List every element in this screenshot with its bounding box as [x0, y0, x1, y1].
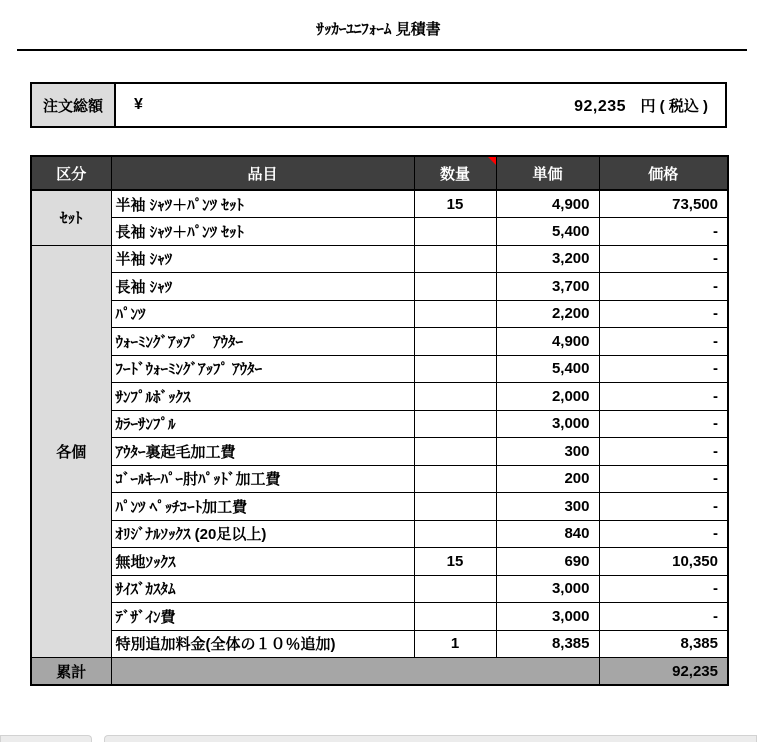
qty-cell[interactable] [414, 493, 496, 521]
comment-indicator-icon [488, 157, 496, 165]
table-row [31, 328, 728, 356]
price-cell[interactable]: - [599, 328, 728, 356]
order-total-label: 注文総額 [32, 84, 116, 126]
price-cell[interactable]: - [599, 273, 728, 301]
table-row [31, 383, 728, 411]
qty-cell[interactable]: 15 [414, 548, 496, 576]
price-cell[interactable]: - [599, 465, 728, 493]
item-cell[interactable]: ｶﾗｰｻﾝﾌﾟﾙ [111, 410, 414, 438]
price-cell[interactable]: 8,385 [599, 630, 728, 658]
item-cell[interactable]: 長袖 ｼｬﾂ [111, 273, 414, 301]
qty-cell[interactable] [414, 383, 496, 411]
header-quantity: 数量 [414, 156, 496, 190]
qty-cell[interactable] [414, 355, 496, 383]
qty-cell[interactable] [414, 410, 496, 438]
title-underline [17, 49, 747, 51]
table-row [31, 190, 728, 218]
table-row [31, 520, 728, 548]
unit-price-cell[interactable]: 3,700 [496, 273, 599, 301]
unit-price-cell[interactable]: 300 [496, 493, 599, 521]
page-title: ｻｯｶｰﾕﾆﾌｫｰﾑ 見積書 [316, 21, 441, 38]
price-cell[interactable]: - [599, 438, 728, 466]
price-cell[interactable]: - [599, 520, 728, 548]
items-tbody [31, 190, 728, 658]
order-total-amount: 92,235 [574, 97, 627, 115]
unit-price-cell[interactable]: 2,200 [496, 300, 599, 328]
unit-price-cell[interactable]: 3,000 [496, 575, 599, 603]
item-cell[interactable]: 特別追加料金(全体の１０％追加) [111, 630, 414, 658]
unit-price-cell[interactable]: 3,000 [496, 410, 599, 438]
header-row [31, 156, 728, 190]
footer-label-cell[interactable]: 累計 [31, 658, 111, 686]
table-row [31, 410, 728, 438]
price-cell[interactable]: 73,500 [599, 190, 728, 218]
qty-cell[interactable] [414, 245, 496, 273]
unit-price-cell[interactable]: 4,900 [496, 328, 599, 356]
unit-price-cell[interactable]: 300 [496, 438, 599, 466]
price-cell[interactable]: - [599, 493, 728, 521]
footer-row [31, 658, 728, 686]
qty-cell[interactable] [414, 300, 496, 328]
table-row [31, 218, 728, 246]
item-cell[interactable]: ｻﾝﾌﾟﾙﾎﾞｯｸｽ [111, 383, 414, 411]
item-cell[interactable]: ﾊﾟﾝﾂ ﾍﾟｯﾁｺｰﾄ加工費 [111, 493, 414, 521]
item-cell[interactable]: 無地ｿｯｸｽ [111, 548, 414, 576]
unit-price-cell[interactable]: 2,000 [496, 383, 599, 411]
item-cell[interactable]: 長袖 ｼｬﾂ＋ﾊﾟﾝﾂ ｾｯﾄ [111, 218, 414, 246]
table-row [31, 245, 728, 273]
table-row [31, 575, 728, 603]
item-cell[interactable]: ﾊﾟﾝﾂ [111, 300, 414, 328]
item-cell[interactable]: ｻｲｽﾞｶｽﾀﾑ [111, 575, 414, 603]
price-cell[interactable]: - [599, 575, 728, 603]
table-row [31, 438, 728, 466]
item-cell[interactable]: 半袖 ｼｬﾂ [111, 245, 414, 273]
price-cell[interactable]: - [599, 300, 728, 328]
table-row [31, 355, 728, 383]
currency-symbol: ¥ [134, 96, 143, 113]
order-total-value [574, 95, 708, 116]
table-row [31, 493, 728, 521]
footer-spacer-cell[interactable] [111, 658, 599, 686]
table-row [31, 465, 728, 493]
qty-cell[interactable] [414, 465, 496, 493]
unit-price-cell[interactable]: 3,000 [496, 603, 599, 631]
table-row [31, 603, 728, 631]
quote-table-footer [31, 658, 728, 686]
qty-cell[interactable] [414, 520, 496, 548]
qty-cell[interactable]: 15 [414, 190, 496, 218]
table-row [31, 548, 728, 576]
price-cell[interactable]: - [599, 245, 728, 273]
sheet-tab-strip-main[interactable] [104, 735, 757, 742]
item-cell[interactable]: ﾌｰﾄﾞｳｫｰﾐﾝｸﾞｱｯﾌﾟ ｱｳﾀｰ [111, 355, 414, 383]
footer-total-cell[interactable]: 92,235 [599, 658, 728, 686]
unit-price-cell[interactable]: 5,400 [496, 218, 599, 246]
qty-cell[interactable] [414, 438, 496, 466]
order-total-box [30, 82, 727, 128]
unit-price-cell[interactable]: 4,900 [496, 190, 599, 218]
quote-table [30, 155, 729, 686]
order-total-value-cell[interactable] [116, 84, 725, 126]
item-cell[interactable]: ｳｫｰﾐﾝｸﾞｱｯﾌﾟ ｱｳﾀｰ [111, 328, 414, 356]
order-total-suffix: 円 ( 税込 ) [640, 97, 708, 115]
header-price: 価格 [599, 156, 728, 190]
item-cell[interactable]: ｵﾘｼﾞﾅﾙｿｯｸｽ (20足以上) [111, 520, 414, 548]
qty-cell[interactable] [414, 603, 496, 631]
quote-table-header [31, 156, 728, 190]
unit-price-cell[interactable]: 8,385 [496, 630, 599, 658]
item-cell[interactable]: 半袖 ｼｬﾂ＋ﾊﾟﾝﾂ ｾｯﾄ [111, 190, 414, 218]
item-cell[interactable]: ｱｳﾀｰ裏起毛加工費 [111, 438, 414, 466]
qty-cell[interactable]: 1 [414, 630, 496, 658]
price-cell[interactable]: - [599, 603, 728, 631]
unit-price-cell[interactable]: 200 [496, 465, 599, 493]
unit-price-cell[interactable]: 840 [496, 520, 599, 548]
table-row [31, 300, 728, 328]
qty-cell[interactable] [414, 218, 496, 246]
qty-cell[interactable] [414, 273, 496, 301]
price-cell[interactable]: - [599, 355, 728, 383]
item-cell[interactable]: ﾃﾞｻﾞｲﾝ費 [111, 603, 414, 631]
price-cell[interactable]: - [599, 383, 728, 411]
group-cell[interactable]: 各個 [31, 245, 111, 658]
header-category: 区分 [31, 156, 111, 190]
header-unit-price: 単価 [496, 156, 599, 190]
qty-cell[interactable] [414, 328, 496, 356]
sheet-tab-strip-left[interactable] [0, 735, 92, 742]
price-cell[interactable]: - [599, 410, 728, 438]
price-cell[interactable]: - [599, 218, 728, 246]
price-cell[interactable]: 10,350 [599, 548, 728, 576]
table-row [31, 273, 728, 301]
table-row [31, 630, 728, 658]
unit-price-cell[interactable]: 5,400 [496, 355, 599, 383]
group-cell[interactable]: ｾｯﾄ [31, 190, 111, 245]
unit-price-cell[interactable]: 3,200 [496, 245, 599, 273]
unit-price-cell[interactable]: 690 [496, 548, 599, 576]
qty-cell[interactable] [414, 575, 496, 603]
item-cell[interactable]: ｺﾞｰﾙｷｰﾊﾟｰ肘ﾊﾟｯﾄﾞ加工費 [111, 465, 414, 493]
header-item: 品目 [111, 156, 414, 190]
